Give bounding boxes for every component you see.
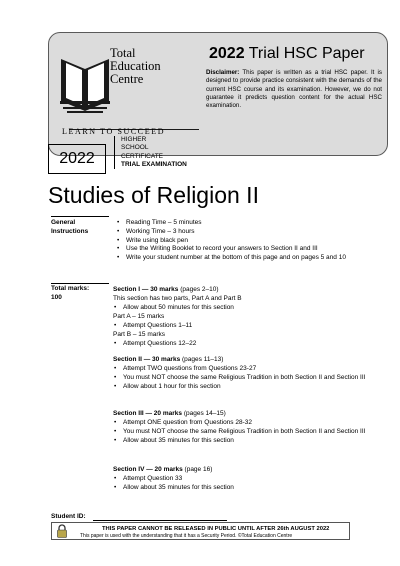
general-instructions [116,219,366,263]
section-heading [113,285,373,294]
section-title: Section IV — 20 marks [113,466,183,473]
section-pages: (pages 2–10) [178,286,219,293]
section-title: Section III — 20 marks [113,410,183,417]
section-block [113,285,373,348]
section-bullet: • Attempt Questions 1–11 [113,321,373,330]
section-bullet: • Attempt Questions 12–22 [113,339,373,348]
section-title: Section II — 30 marks [113,356,181,363]
student-id-line[interactable] [93,520,227,521]
section-pages: (page 16) [182,466,213,473]
general-instructions-label: General Instructions [51,219,89,235]
section-bullet: • Attempt ONE question from Questions 28-32 [113,418,373,427]
security-notice: This paper is used with the understanding that it has a Security Period. ©Total Education Centre [80,533,293,539]
paper-title [209,45,365,63]
section-bullet: • You must NOT choose the same Religious Tradition in both Section II and Section III [113,373,373,382]
section-heading [113,409,373,418]
divider [51,216,109,217]
disclaimer-text: This paper is written as a trial HSC paper. It is designed to provide practice consistent with the demands of the current HSC course and its examination. However, we do not guarantee it predicts question content for the actual HSC examination. [206,69,382,110]
section-title: Section I — 30 marks [113,286,179,293]
logo-wordmark: Total Education Centre [110,46,161,86]
section-pages: (pages 11–13) [180,356,224,363]
section-block [113,465,373,492]
section-block [113,355,373,391]
exam-year-box: 2022 [48,144,106,174]
section-heading [113,465,373,474]
section-bullet: • Attempt Question 33 [113,474,373,483]
student-id-label: Student ID: [51,513,86,520]
section-bullet: • Allow about 50 minutes for this section [113,303,373,312]
total-marks-label: Total marks: 100 [51,285,90,301]
section-heading [113,355,373,364]
instruction-item: • Reading Time – 5 minutes [116,219,366,228]
section-bullet: • Allow about 35 minutes for this section [113,483,373,492]
section-text: Part A – 15 marks [113,313,165,320]
section-bullet: • Attempt TWO questions from Questions 23-27 [113,364,373,373]
certificate-label: HIGHER SCHOOL CERTIFICATE TRIAL EXAMINATION [114,136,187,169]
section-bullet: • Allow about 35 minutes for this section [113,436,373,445]
divider [51,283,109,284]
paper-year: 2022 [209,45,245,62]
disclaimer [206,69,382,110]
security-footer [51,522,350,540]
instruction-item: • Working Time – 3 hours [116,228,366,237]
section-text: Part B – 15 marks [113,331,166,338]
instruction-item: • Use the Writing Booklet to record your answers to Section II and III [116,245,366,254]
instruction-item: • Write your student number at the bottom of this page and on pages 5 and 10 [116,254,366,263]
subject-title: Studies of Religion II [48,182,259,208]
padlock-icon [56,524,68,538]
section-text: This section has two parts, Part A and Part B [113,295,242,302]
header-banner [48,32,388,156]
logo-tagline: LEARN TO SUCCEED [62,127,166,136]
section-bullet: • You must NOT choose the same Religious Tradition in both Section II and Section III [113,427,373,436]
section-bullet: • Allow about 1 hour for this section [113,382,373,391]
instruction-item: • Write using black pen [116,237,366,246]
total-marks-value: 100 [51,293,62,301]
section-block [113,409,373,445]
paper-type: Trial HSC Paper [248,45,365,62]
release-notice: THIS PAPER CANNOT BE RELEASED IN PUBLIC UNTIL AFTER 26th AUGUST 2022 [102,526,330,532]
disclaimer-label: Disclaimer: [206,69,240,76]
section-pages: (pages 14–15) [182,410,226,417]
